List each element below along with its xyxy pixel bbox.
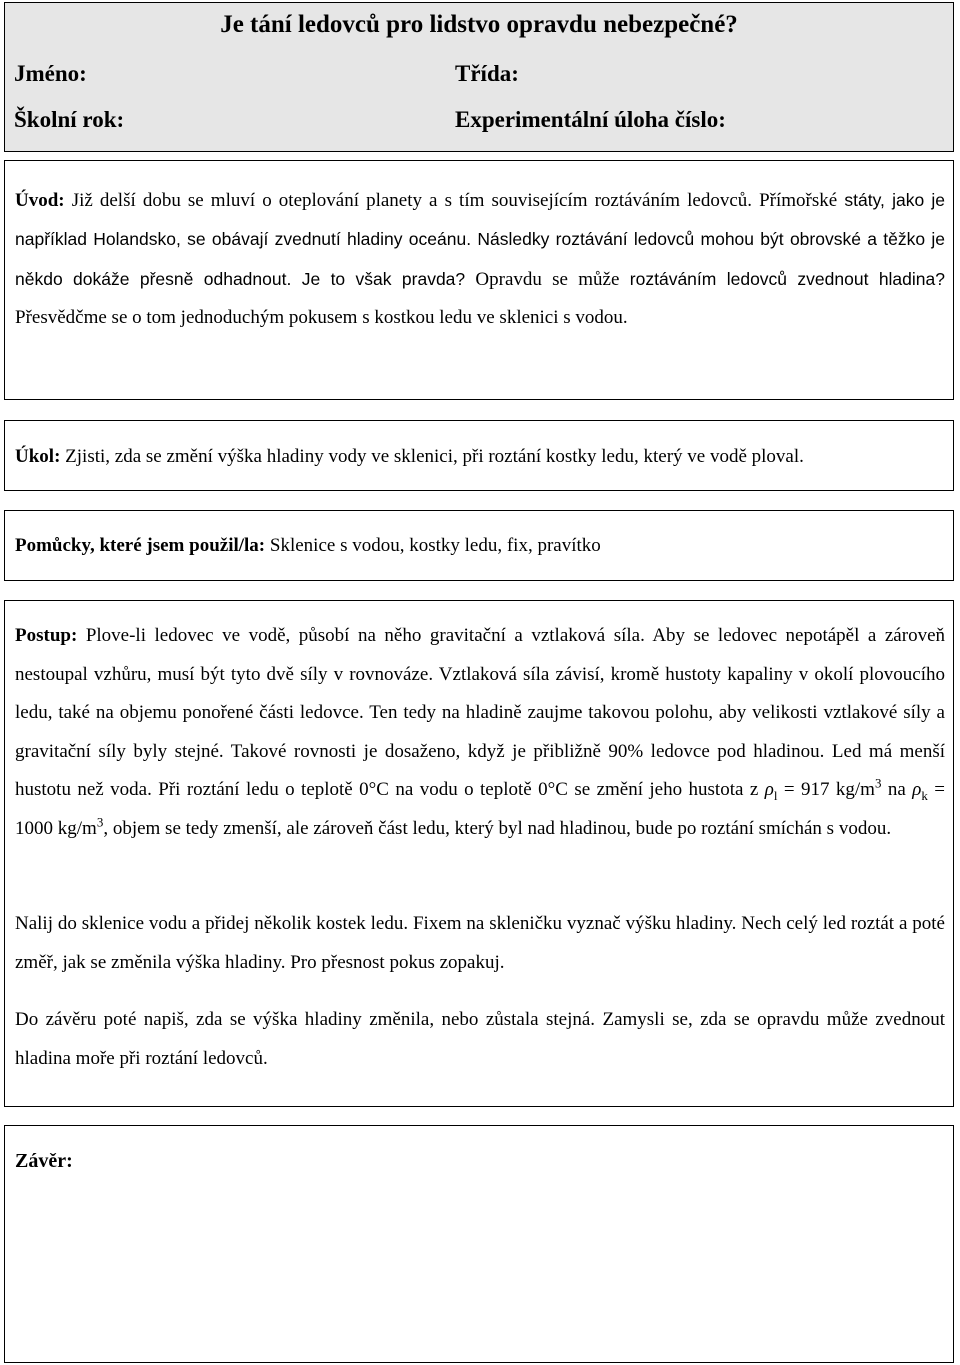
intro-paragraph <box>15 181 945 338</box>
conj-na: na <box>881 779 913 800</box>
density-water: = 1000 kg/m <box>15 779 945 839</box>
school-year-label: Školní rok: <box>14 107 125 132</box>
intro-label: Úvod: <box>15 190 65 211</box>
superscript-3-b: 3 <box>96 814 104 830</box>
tools-text: Sklenice s vodou, kostky ledu, fix, pravítko <box>265 535 601 556</box>
procedure-text-1b: , objem se tedy zmenší, ale zároveň část ledu, který byl nad hladinou, bude po roztání smíchán s vodou. <box>103 817 892 839</box>
page-title: Je tání ledovců pro lidstvo opravdu nebezpečné? <box>220 11 738 38</box>
intro-text-5: roztáváním ledovců zvednout hladina? <box>619 268 945 289</box>
rho-symbol-k: ρ <box>912 779 922 800</box>
subscript-l: l <box>773 787 778 803</box>
tools-label: Pomůcky, které jsem použil/la: <box>15 535 266 556</box>
tools-section <box>4 510 954 581</box>
superscript-3-a: 3 <box>874 775 882 791</box>
rho-symbol-l: ρ <box>764 779 774 800</box>
conclusion-label: Závěr: <box>15 1150 73 1172</box>
intro-text-4: Opravdu se může <box>465 268 620 290</box>
procedure-paragraph-3: Do závěru poté napiš, zda se výška hladiny změnila, nebo zůstala stejná. Zamysli se, zda se opravdu může zvednout hladina moře při roztání ledovců. <box>15 1009 945 1069</box>
conclusion-section[interactable] <box>4 1125 954 1363</box>
intro-text-3: Následky roztávání ledovců mohou být obrovské a těžko je někdo dokáže přesně odhadnout. Je to však pravda? <box>15 229 945 289</box>
procedure-label: Postup: <box>15 625 78 646</box>
procedure-paragraph-2: Nalij do sklenice vodu a přidej několik kostek ledu. Fixem na skleničku vyznač výšku hladiny. Nech celý led roztát a poté změř, jak se změnila výška hladiny. Pro přesnost pokus zopakuj. <box>15 913 945 973</box>
task-section <box>4 420 954 491</box>
density-ice: = 917 kg/m <box>777 779 875 800</box>
subscript-k: k <box>921 787 928 803</box>
task-text: Zjisti, zda se změní výška hladiny vody ve sklenici, při roztání kostky ledu, který ve vodě ploval. <box>60 446 804 467</box>
name-label: Jméno: <box>14 61 87 86</box>
procedure-text-1a: Plove-li ledovec ve vodě, působí na něho gravitační a vztlaková síla. Aby se ledovec nepotápěl a zároveň nestoupal vzhůru, musí být tyto dvě síly v rovnováze. Vztlaková síla závisí, kromě hustoty kapaliny v okolí plovoucího ledu, také na objemu ponořené části ledovce. Ten tedy na hladině zaujme takovou polohu, aby velikosti vztlakové síly a gravitační síly byly stejné. Takové rovnosti je dosaženo, když je přibližně 90% ledovce pod hladinou. Led má menší hustotu než voda. Při roztání ledu o teplotě 0°C na vodu o teplotě 0°C se změní jeho hustota z <box>15 625 945 800</box>
tools-paragraph <box>15 527 945 565</box>
task-label: Úkol: <box>15 446 61 467</box>
procedure-section <box>4 600 954 1107</box>
header-box <box>4 2 954 152</box>
intro-text-6: Přesvědčme se o tom jednoduchým pokusem s kostkou ledu ve sklenici s vodou. <box>15 307 628 329</box>
class-label: Třída: <box>455 61 519 86</box>
intro-section <box>4 160 954 400</box>
intro-text-2: státy, jako je například Holandsko, se obávají zvednutí hladiny oceánu. <box>15 190 945 250</box>
task-paragraph <box>15 438 945 476</box>
procedure-paragraph-1 <box>15 617 945 848</box>
task-number-label: Experimentální úloha číslo: <box>455 107 726 132</box>
intro-text-1: Již delší dobu se mluví o oteplování planety a s tím souvisejícím roztáváním ledovců. Přímořské <box>64 190 838 211</box>
